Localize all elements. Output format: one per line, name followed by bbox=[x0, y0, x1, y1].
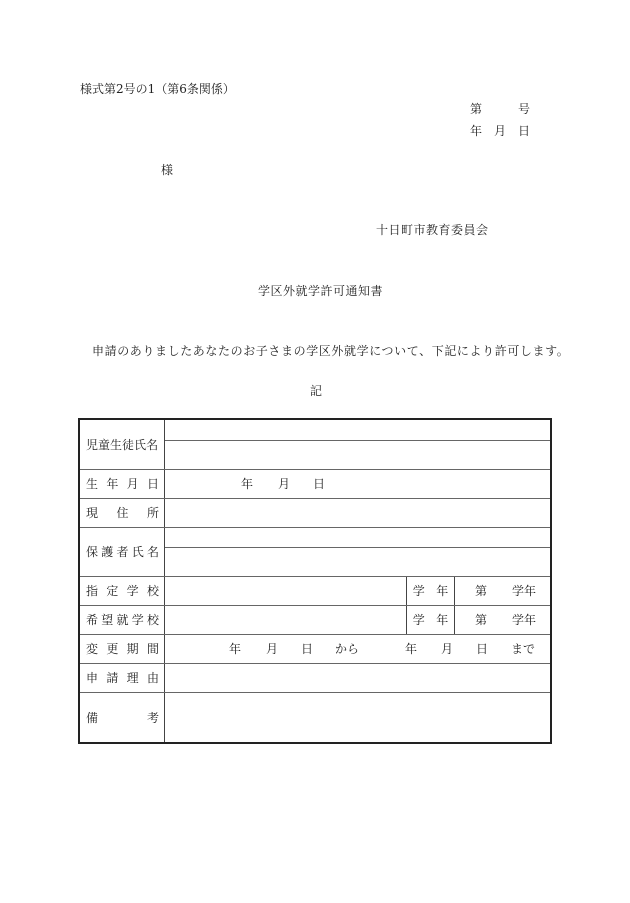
form-number: 様式第2号の1（第6条関係） bbox=[80, 82, 235, 96]
recipient-suffix: 様 bbox=[161, 163, 174, 177]
desired-grade-label: 学 年 bbox=[412, 613, 449, 627]
document-date bbox=[470, 122, 530, 139]
desired-grade-field[interactable]: 第 学年 bbox=[475, 613, 537, 627]
guardian-name-kana-field[interactable] bbox=[165, 527, 552, 547]
designated-grade-label: 学 年 bbox=[412, 584, 449, 598]
document-title: 学区外就学許可通知書 bbox=[258, 284, 384, 298]
label-birthdate: 生 年 月 日 bbox=[86, 477, 159, 491]
issuer: 十日町市教育委員会 bbox=[376, 223, 489, 237]
remarks-field[interactable] bbox=[165, 693, 552, 742]
doc-no-prefix: 第 bbox=[470, 102, 483, 116]
ki-heading: 記 bbox=[310, 384, 323, 398]
label-remarks: 備 考 bbox=[86, 710, 159, 725]
student-name-field[interactable] bbox=[165, 441, 552, 469]
date-day: 日 bbox=[517, 124, 530, 138]
label-reason: 申 請 理 由 bbox=[86, 671, 159, 685]
label-guardian-name: 保 護 者 氏 名 bbox=[86, 545, 159, 559]
desired-school-field[interactable] bbox=[165, 605, 406, 634]
doc-no-suffix: 号 bbox=[517, 102, 530, 116]
date-month: 月 bbox=[493, 124, 506, 138]
label-address: 現 住 所 bbox=[86, 506, 159, 520]
designated-grade-field[interactable]: 第 学年 bbox=[475, 584, 537, 598]
body-text: 申請のありましたあなたのお子さまの学区外就学について、下記により許可します。 bbox=[92, 344, 570, 358]
reason-field[interactable] bbox=[165, 663, 552, 692]
details-table bbox=[78, 418, 552, 744]
change-period-field[interactable]: 年 月 日 から 年 月 日 まで bbox=[229, 642, 536, 656]
student-name-kana-field[interactable] bbox=[165, 420, 552, 440]
guardian-name-field[interactable] bbox=[165, 548, 552, 576]
address-field[interactable] bbox=[165, 498, 552, 527]
label-change-period: 変 更 期 間 bbox=[86, 642, 159, 656]
label-designated-school: 指 定 学 校 bbox=[86, 584, 159, 598]
designated-school-field[interactable] bbox=[165, 576, 406, 605]
label-desired-school: 希 望 就 学 校 bbox=[86, 613, 159, 627]
document-number bbox=[470, 100, 530, 117]
birthdate-field[interactable]: 年 月 日 bbox=[241, 477, 326, 491]
label-student-name: 児 童 生 徒 氏 名 bbox=[86, 438, 159, 452]
date-year: 年 bbox=[470, 124, 483, 138]
